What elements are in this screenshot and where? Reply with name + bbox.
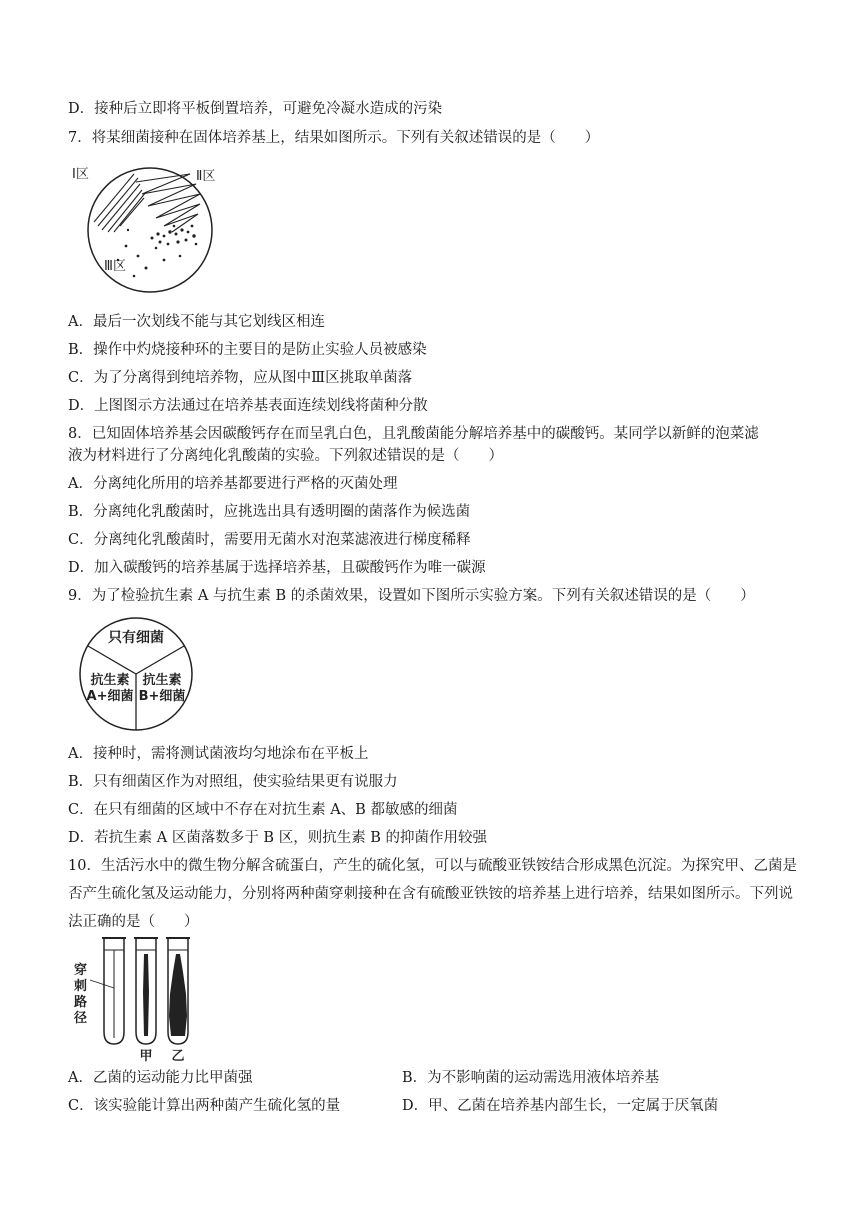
label-lu: 路 <box>74 995 88 1010</box>
q10-stem: 10．生活污水中的微生物分解含硫蛋白，产生的硫化氢，可以与硫酸亚铁铵结合形成黑色沉淀。为探究甲、乙菌是否产生硫化氢及运动能力，分别将两种菌穿刺接种在含有硫酸亚铁铵的培养基上进行培养，结果如图所示。下列说法正确的是（ ） <box>68 858 797 930</box>
tube-jia-label: 甲 <box>139 1049 153 1062</box>
q7-streak-plate-figure <box>68 160 228 295</box>
q7-option-a: A．最后一次划线不能与其它划线区相连 <box>68 314 325 330</box>
q7-option-b: B．操作中灼烧接种环的主要目的是防止实验人员被感染 <box>68 342 427 358</box>
label-jing: 径 <box>74 1011 88 1026</box>
q8-option-d: D．加入碳酸钙的培养基属于选择培养基，且碳酸钙作为唯一碳源 <box>68 560 486 576</box>
q10-tubes-figure <box>72 932 212 1062</box>
q10-option-d: D．甲、乙菌在培养基内部生长，一定属于厌氧菌 <box>402 1098 719 1114</box>
q10-option-c: C．该实验能计算出两种菌产生硫化氢的量 <box>68 1098 341 1114</box>
q6-option-d: D．接种后立即将平板倒置培养，可避免冷凝水造成的污染 <box>68 101 443 117</box>
q9-option-c: C．在只有细菌的区域中不存在对抗生素 A、B 都敏感的细菌 <box>68 802 458 818</box>
q8-stem-line1: 8．已知固体培养基会因碳酸钙存在而呈乳白色，且乳酸菌能分解培养基中的碳酸钙。某同学以新鲜的泡菜滤 <box>68 426 759 442</box>
q7-stem: 7．将某细菌接种在固体培养基上，结果如图所示。下列有关叙述错误的是（ ） <box>68 130 600 146</box>
region-left-label-2: A+细菌 <box>86 689 134 704</box>
zone2-label: Ⅱ区 <box>196 169 216 184</box>
q9-option-a: A．接种时，需将测试菌液均匀地涂布在平板上 <box>68 746 369 762</box>
q8-option-b: B．分离纯化乳酸菌时，应挑选出具有透明圈的菌落作为候选菌 <box>68 504 471 520</box>
tube-yi-label: 乙 <box>171 1049 185 1062</box>
region-top-label: 只有细菌 <box>108 630 164 646</box>
label-chuan: 穿 <box>74 963 88 978</box>
q8-option-c: C．分离纯化乳酸菌时，需要用无菌水对泡菜滤液进行梯度稀释 <box>68 532 471 548</box>
q10-option-a: A．乙菌的运动能力比甲菌强 <box>68 1070 253 1086</box>
q8-option-a: A．分离纯化所用的培养基都要进行严格的灭菌处理 <box>68 476 398 492</box>
q7-option-c: C．为了分离得到纯培养物，应从图中Ⅲ区挑取单菌落 <box>68 370 413 386</box>
region-right-label-1: 抗生素 <box>142 673 182 688</box>
q8-stem-line2: 液为材料进行了分离纯化乳酸菌的实验。下列叙述错误的是（ ） <box>68 448 503 464</box>
q9-plate-figure <box>72 614 202 734</box>
q9-option-d: D．若抗生素 A 区菌落数多于 B 区，则抗生素 B 的抑菌作用较强 <box>68 830 488 846</box>
q10-option-b: B．为不影响菌的运动需选用液体培养基 <box>402 1070 660 1086</box>
q9-option-b: B．只有细菌区作为对照组，使实验结果更有说服力 <box>68 774 398 790</box>
region-left-label-1: 抗生素 <box>90 673 130 688</box>
region-right-label-2: B+细菌 <box>138 689 186 704</box>
q7-option-d: D．上图图示方法通过在培养基表面连续划线将菌种分散 <box>68 398 428 414</box>
zone3-label: Ⅲ区 <box>104 259 126 274</box>
q9-stem: 9．为了检验抗生素 A 与抗生素 B 的杀菌效果，设置如下图所示实验方案。下列有关叙述错误的是（ ） <box>68 588 755 604</box>
label-ci: 刺 <box>74 979 88 994</box>
zone1-label: Ⅰ区 <box>72 167 89 182</box>
